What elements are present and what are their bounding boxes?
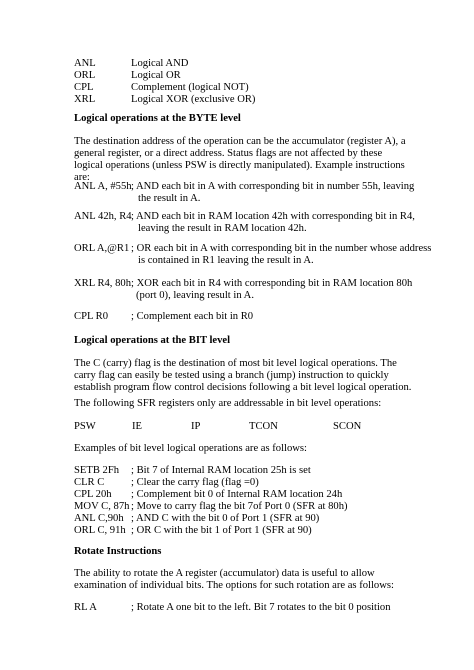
sfr-register: PSW — [74, 421, 96, 432]
mnemonic: XRL — [74, 94, 96, 105]
code-comment: ; OR each bit in A with corresponding bit in the number whose address — [131, 243, 432, 254]
sfr-register: SCON — [333, 421, 362, 432]
code-example: CPL R0 — [74, 311, 109, 322]
code-example: XRL R4, 80h — [74, 278, 131, 289]
code-comment: ; Rotate A one bit to the left. Bit 7 rotates to the bit 0 position — [131, 602, 391, 613]
code-comment: ; Move to carry flag the bit 7of Port 0 (SFR at 80h) — [131, 501, 348, 512]
code-comment: (port 0), leaving result in A. — [136, 290, 254, 301]
code-example: SETB 2Fh — [74, 465, 120, 476]
code-example: ANL A, #55h — [74, 181, 132, 192]
code-example: CLR C — [74, 477, 105, 488]
code-comment: the result in A. — [138, 193, 201, 204]
code-example: ORL C, 91h — [74, 525, 126, 536]
bit-paragraph: The C (carry) flag is the destination of most bit level logical operations. The carry flag can easily be tested using a branch (jump) instruction to quickly establish program flow control decisions following a bit level logical operation. — [74, 358, 412, 393]
code-comment: ; Complement bit 0 of Internal RAM location 24h — [131, 489, 343, 500]
examples-intro: Examples of bit level logical operations are as follows: — [74, 443, 307, 454]
code-comment: ; AND each bit in A with corresponding bit in number 55h, leaving — [131, 181, 415, 192]
mnemonic: ORL — [74, 70, 96, 81]
code-example: ANL 42h, R4 — [74, 211, 132, 222]
code-example: RL A — [74, 602, 97, 613]
section-heading-rotate: Rotate Instructions — [74, 546, 162, 557]
sfr-register: IE — [132, 421, 142, 432]
mnemonic-desc: Logical XOR (exclusive OR) — [131, 94, 256, 105]
sfr-intro: The following SFR registers only are addressable in bit level operations: — [74, 398, 382, 409]
sfr-register: IP — [191, 421, 201, 432]
code-comment: ; AND C with the bit 0 of Port 1 (SFR at 90) — [131, 513, 320, 524]
code-comment: leaving the result in RAM location 42h. — [138, 223, 307, 234]
section-heading-byte: Logical operations at the BYTE level — [74, 113, 241, 124]
byte-paragraph: The destination address of the operation can be the accumulator (register A), a general register, or a direct address. Status flags are not affected by these logical operations (unless PSW is directly manipulated). Example instructions are: — [74, 136, 406, 183]
code-comment: ; Clear the carry flag (flag =0) — [131, 477, 259, 488]
code-example: ORL A,@R1 — [74, 243, 130, 254]
code-comment: is contained in R1 leaving the result in A. — [138, 255, 314, 266]
code-example: MOV C, 87h — [74, 501, 130, 512]
mnemonic: CPL — [74, 82, 94, 93]
code-comment: ; OR C with the bit 1 of Port 1 (SFR at 90) — [131, 525, 312, 536]
code-comment: ; Bit 7 of Internal RAM location 25h is set — [131, 465, 311, 476]
code-comment: ; XOR each bit in R4 with corresponding bit in RAM location 80h — [131, 278, 413, 289]
sfr-register: TCON — [249, 421, 278, 432]
code-comment: ; AND each bit in RAM location 42h with corresponding bit in R4, — [131, 211, 415, 222]
mnemonic-desc: Complement (logical NOT) — [131, 82, 249, 93]
mnemonic: ANL — [74, 58, 96, 69]
section-heading-bit: Logical operations at the BIT level — [74, 335, 231, 346]
rotate-paragraph: The ability to rotate the A register (accumulator) data is useful to allow examination of individual bits. The options for such rotation are as follows: — [74, 568, 394, 591]
mnemonic-desc: Logical OR — [131, 70, 181, 81]
code-comment: ; Complement each bit in R0 — [131, 311, 254, 322]
mnemonic-desc: Logical AND — [131, 58, 189, 69]
code-example: ANL C,90h — [74, 513, 124, 524]
code-example: CPL 20h — [74, 489, 112, 500]
